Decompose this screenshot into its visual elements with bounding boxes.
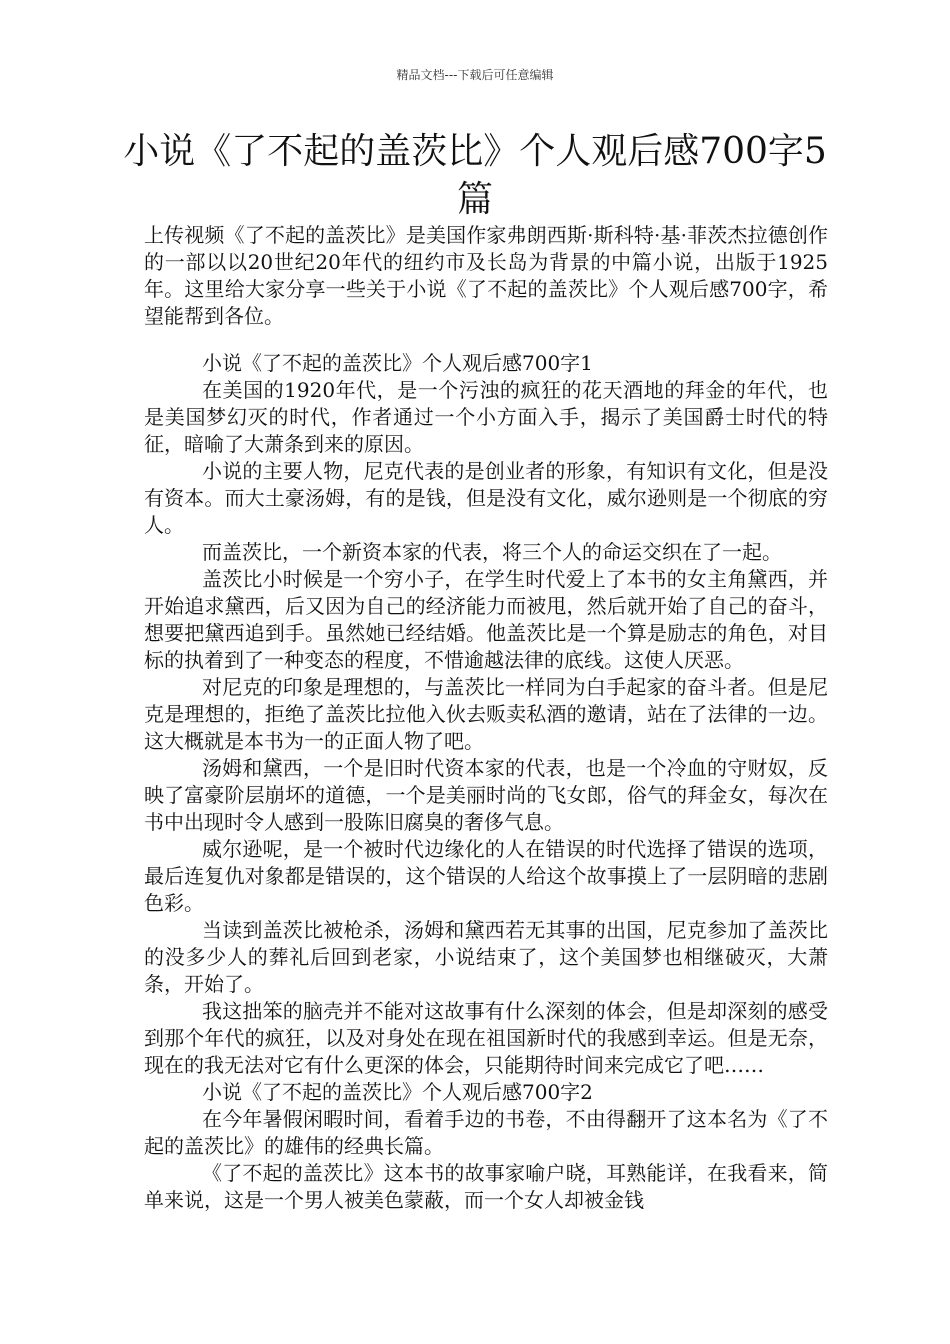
- section-heading-2: 小说《了不起的盖茨比》个人观后感700字2: [202, 1080, 593, 1104]
- paragraph: 而盖茨比，一个新资本家的代表，将三个人的命运交织在了一起。: [202, 540, 782, 564]
- document-body: [144, 222, 828, 1214]
- paragraph: 我这拙笨的脑壳并不能对这故事有什么深刻的体会，但是却深刻的感受到那个年代的疯狂，以及对身处在现在祖国新时代的我感到幸运。但是无奈，现在的我无法对它有什么更深的体会，只能期待时间来完成它了吧……: [144, 999, 828, 1077]
- paragraph: 汤姆和黛西，一个是旧时代资本家的代表，也是一个冷血的守财奴，反映了富豪阶层崩坏的道德，一个是美丽时尚的飞女郎，俗气的拜金女，每次在书中出现时令人感到一股陈旧腐臭的奢侈气息。: [144, 756, 828, 834]
- header-note: 精品文档---下载后可任意编辑: [396, 68, 554, 82]
- paragraph: 在美国的1920年代，是一个污浊的疯狂的花天酒地的拜金的年代，也是美国梦幻灭的时代，作者通过一个小方面入手，揭示了美国爵士时代的特征，暗喻了大萧条到来的原因。: [144, 378, 828, 456]
- paragraph: 《了不起的盖茨比》这本书的故事家喻户晓，耳熟能详，在我看来，简单来说，这是一个男人被美色蒙蔽，而一个女人却被金钱: [144, 1161, 828, 1212]
- intro-paragraph: 上传视频《了不起的盖茨比》是美国作家弗朗西斯·斯科特·基·菲茨杰拉德创作的一部以以20世纪20年代的纽约市及长岛为背景的中篇小说，出版于1925年。这里给大家分享一些关于小说《了不起的盖茨比》个人观后感700字，希望能帮到各位。: [144, 223, 828, 328]
- paragraph: 盖茨比小时候是一个穷小子，在学生时代爱上了本书的女主角黛西，并开始追求黛西，后又因为自己的经济能力而被甩，然后就开始了自己的奋斗，想要把黛西追到手。虽然她已经结婚。他盖茨比是一个算是励志的角色，对目标的执着到了一种变态的程度，不惜逾越法律的底线。这使人厌恶。: [144, 567, 828, 672]
- section-heading-1: 小说《了不起的盖茨比》个人观后感700字1: [202, 351, 593, 375]
- paragraph: 对尼克的印象是理想的，与盖茨比一样同为白手起家的奋斗者。但是尼克是理想的，拒绝了盖茨比拉他入伙去贩卖私酒的邀请，站在了法律的一边。这大概就是本书为一的正面人物了吧。: [144, 675, 828, 753]
- paragraph: 小说的主要人物，尼克代表的是创业者的形象，有知识有文化，但是没有资本。而大土豪汤姆，有的是钱，但是没有文化，威尔逊则是一个彻底的穷人。: [144, 459, 828, 537]
- paragraph: 当读到盖茨比被枪杀，汤姆和黛西若无其事的出国，尼克参加了盖茨比的没多少人的葬礼后回到老家，小说结束了，这个美国梦也相继破灭，大萧条，开始了。: [144, 918, 828, 996]
- document-title: 小说《了不起的盖茨比》个人观后感700字5篇: [123, 131, 827, 220]
- paragraph: 威尔逊呢，是一个被时代边缘化的人在错误的时代选择了错误的选项，最后连复仇对象都是错误的，这个错误的人给这个故事摸上了一层阴暗的悲剧色彩。: [144, 837, 828, 915]
- paragraph: 在今年暑假闲暇时间，看着手边的书卷，不由得翻开了这本名为《了不起的盖茨比》的雄伟的经典长篇。: [144, 1107, 828, 1158]
